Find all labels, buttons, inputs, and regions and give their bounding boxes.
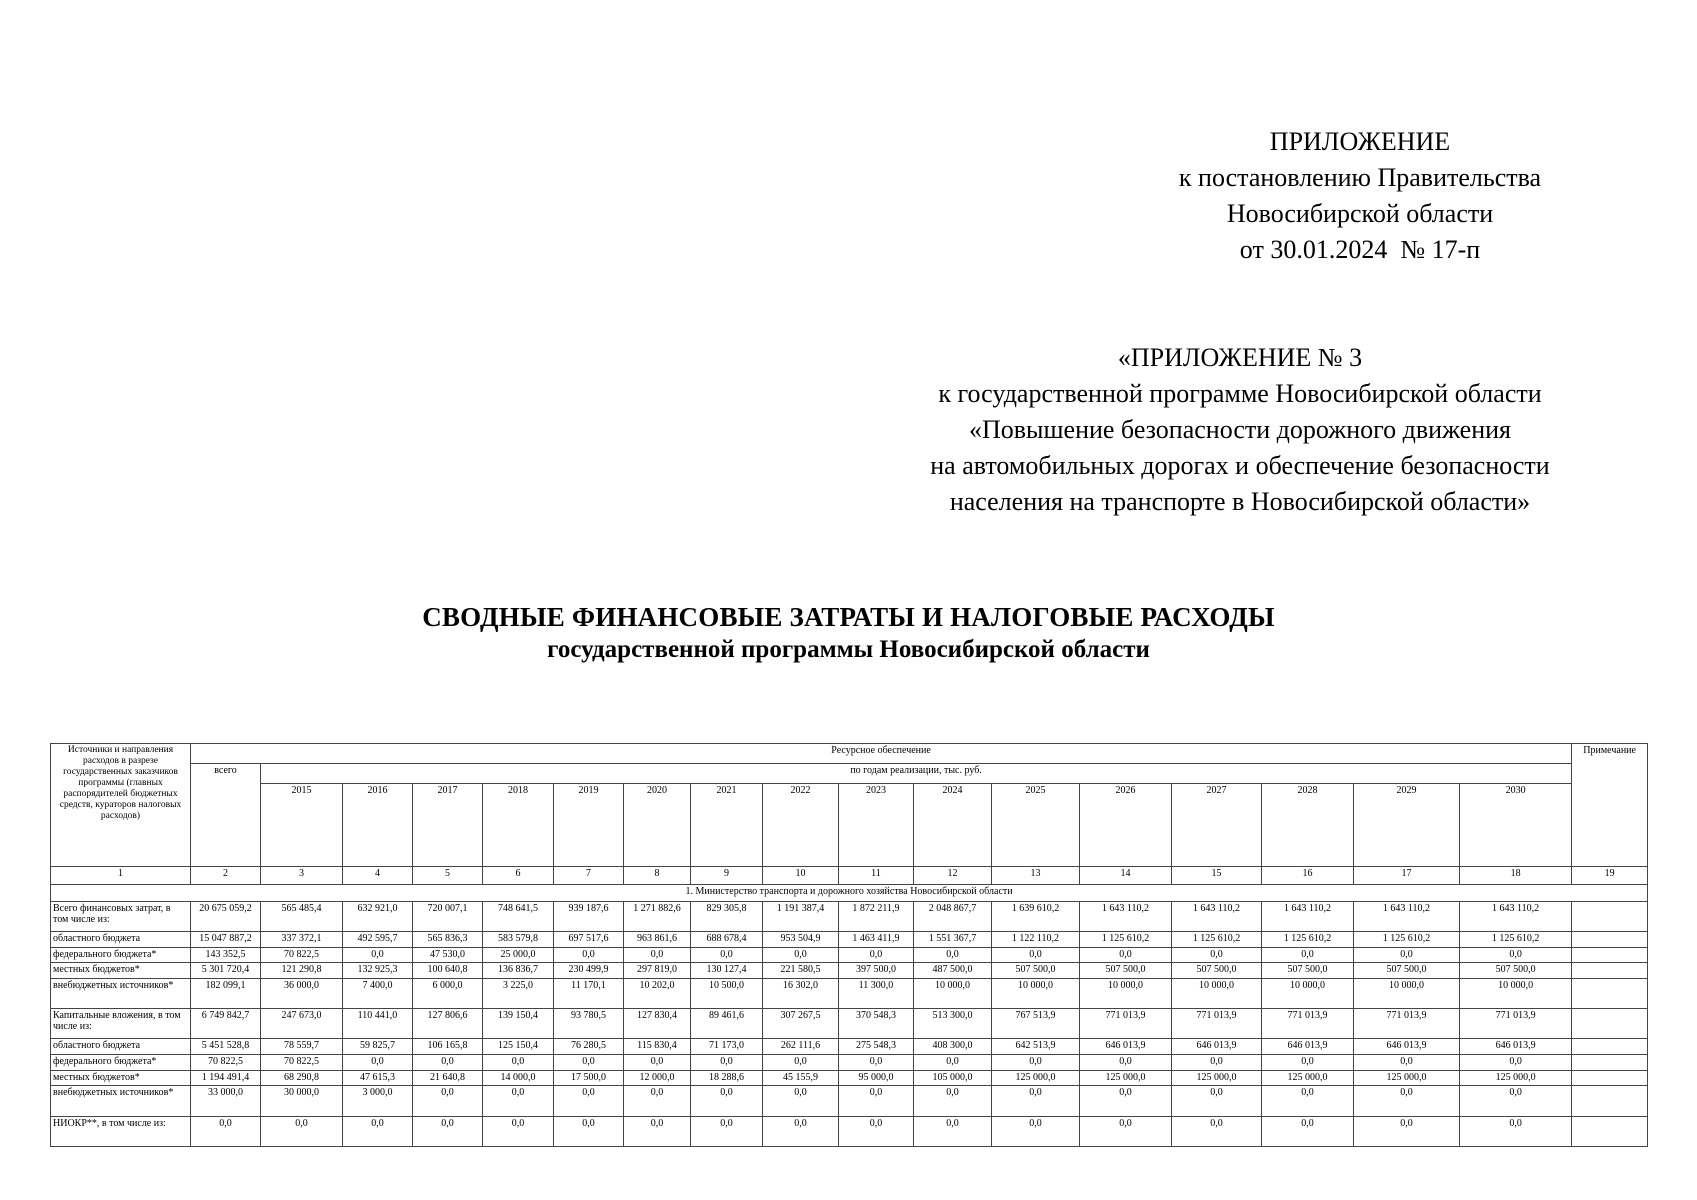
row-value-2025: 767 513,9 — [992, 1009, 1080, 1039]
row-value-2017: 100 640,8 — [413, 963, 483, 979]
row-value-2019: 76 280,5 — [554, 1039, 624, 1055]
row-value-2027: 1 125 610,2 — [1172, 932, 1262, 948]
row-value-2020: 12 000,0 — [624, 1070, 691, 1086]
table-row — [51, 1116, 1648, 1146]
column-number: 17 — [1354, 867, 1460, 885]
row-value-2025: 1 639 610,2 — [992, 901, 1080, 931]
row-value-2023: 1 463 411,9 — [839, 932, 914, 948]
row-label: областного бюджета — [51, 932, 191, 948]
row-value-2030: 0,0 — [1460, 1086, 1572, 1116]
row-value-2026: 0,0 — [1080, 1086, 1172, 1116]
row-value-2024: 0,0 — [914, 1086, 992, 1116]
row-value-2026: 1 125 610,2 — [1080, 932, 1172, 948]
approval-line-3: от 30.01.2024 № 17-п — [1239, 235, 1481, 264]
row-value-2028: 1 643 110,2 — [1262, 901, 1354, 931]
row-note — [1572, 1055, 1648, 1071]
row-value-2016: 632 921,0 — [343, 901, 413, 931]
row-value-2021: 130 127,4 — [691, 963, 763, 979]
row-value-2024: 513 300,0 — [914, 1009, 992, 1039]
table-row — [51, 1055, 1648, 1071]
row-value-2016: 110 441,0 — [343, 1009, 413, 1039]
row-value-2029: 771 013,9 — [1354, 1009, 1460, 1039]
row-value-2020: 0,0 — [624, 947, 691, 963]
row-value-2026: 125 000,0 — [1080, 1070, 1172, 1086]
year-header-2030: 2030 — [1460, 784, 1572, 867]
row-value-2024: 1 551 367,7 — [914, 932, 992, 948]
column-number: 12 — [914, 867, 992, 885]
row-value-2023: 0,0 — [839, 1116, 914, 1146]
row-value-2018: 136 836,7 — [483, 963, 554, 979]
row-value-2027: 1 643 110,2 — [1172, 901, 1262, 931]
year-header-2023: 2023 — [839, 784, 914, 867]
row-value-2016: 0,0 — [343, 1055, 413, 1071]
row-value-2025: 1 122 110,2 — [992, 932, 1080, 948]
row-value-2021: 0,0 — [691, 1086, 763, 1116]
row-value-2021: 0,0 — [691, 947, 763, 963]
row-value-2017: 127 806,6 — [413, 1009, 483, 1039]
header-total: всего — [191, 764, 261, 867]
row-value-2023: 397 500,0 — [839, 963, 914, 979]
row-value-2023: 370 548,3 — [839, 1009, 914, 1039]
row-value-2015: 0,0 — [261, 1116, 343, 1146]
row-total: 15 047 887,2 — [191, 932, 261, 948]
row-value-2030: 1 125 610,2 — [1460, 932, 1572, 948]
row-value-2021: 89 461,6 — [691, 1009, 763, 1039]
row-value-2022: 953 504,9 — [763, 932, 839, 948]
annex-title: «ПРИЛОЖЕНИЕ № 3 — [1117, 343, 1363, 372]
row-value-2030: 1 643 110,2 — [1460, 901, 1572, 931]
row-value-2017: 0,0 — [413, 1116, 483, 1146]
row-label: Всего финансовых затрат, в том числе из: — [51, 901, 191, 931]
year-header-2016: 2016 — [343, 784, 413, 867]
row-value-2027: 0,0 — [1172, 1086, 1262, 1116]
row-value-2018: 139 150,4 — [483, 1009, 554, 1039]
row-total: 20 675 059,2 — [191, 901, 261, 931]
column-number: 18 — [1460, 867, 1572, 885]
column-number: 13 — [992, 867, 1080, 885]
row-value-2029: 10 000,0 — [1354, 979, 1460, 1009]
row-value-2015: 337 372,1 — [261, 932, 343, 948]
row-value-2028: 10 000,0 — [1262, 979, 1354, 1009]
row-value-2029: 0,0 — [1354, 1116, 1460, 1146]
row-value-2023: 0,0 — [839, 1086, 914, 1116]
row-total: 0,0 — [191, 1116, 261, 1146]
row-value-2019: 11 170,1 — [554, 979, 624, 1009]
row-note — [1572, 979, 1648, 1009]
row-value-2022: 0,0 — [763, 1116, 839, 1146]
year-header-2025: 2025 — [992, 784, 1080, 867]
row-value-2025: 125 000,0 — [992, 1070, 1080, 1086]
row-value-2024: 105 000,0 — [914, 1070, 992, 1086]
row-value-2023: 11 300,0 — [839, 979, 914, 1009]
row-value-2020: 10 202,0 — [624, 979, 691, 1009]
year-header-2021: 2021 — [691, 784, 763, 867]
approval-line-2: Новосибирской области — [1226, 199, 1494, 228]
row-label: внебюджетных источников* — [51, 1086, 191, 1116]
header-resources: Ресурсное обеспечение — [191, 744, 1572, 764]
row-value-2030: 0,0 — [1460, 1116, 1572, 1146]
column-number: 11 — [839, 867, 914, 885]
row-value-2020: 0,0 — [624, 1086, 691, 1116]
financial-table — [50, 743, 1648, 1147]
row-value-2026: 1 643 110,2 — [1080, 901, 1172, 931]
row-value-2016: 492 595,7 — [343, 932, 413, 948]
column-number: 4 — [343, 867, 413, 885]
row-value-2023: 0,0 — [839, 1055, 914, 1071]
column-number: 16 — [1262, 867, 1354, 885]
row-value-2028: 1 125 610,2 — [1262, 932, 1354, 948]
heading-line-2: государственной программы Новосибирской области — [547, 636, 1150, 663]
approval-block — [1130, 124, 1590, 268]
row-value-2016: 0,0 — [343, 947, 413, 963]
row-value-2022: 45 155,9 — [763, 1070, 839, 1086]
row-value-2022: 0,0 — [763, 947, 839, 963]
table-row — [51, 979, 1648, 1009]
row-value-2024: 0,0 — [914, 947, 992, 963]
row-value-2018: 25 000,0 — [483, 947, 554, 963]
row-label: федерального бюджета* — [51, 1055, 191, 1071]
year-header-2028: 2028 — [1262, 784, 1354, 867]
table-row — [51, 1009, 1648, 1039]
row-value-2022: 0,0 — [763, 1086, 839, 1116]
row-value-2029: 507 500,0 — [1354, 963, 1460, 979]
row-value-2019: 0,0 — [554, 1055, 624, 1071]
row-total: 182 099,1 — [191, 979, 261, 1009]
row-value-2028: 125 000,0 — [1262, 1070, 1354, 1086]
row-value-2020: 297 819,0 — [624, 963, 691, 979]
row-value-2030: 646 013,9 — [1460, 1039, 1572, 1055]
column-number: 14 — [1080, 867, 1172, 885]
row-value-2027: 507 500,0 — [1172, 963, 1262, 979]
row-value-2021: 829 305,8 — [691, 901, 763, 931]
row-label: Капитальные вложения, в том числе из: — [51, 1009, 191, 1039]
row-value-2028: 0,0 — [1262, 947, 1354, 963]
row-value-2020: 1 271 882,6 — [624, 901, 691, 931]
row-value-2024: 2 048 867,7 — [914, 901, 992, 931]
row-value-2016: 59 825,7 — [343, 1039, 413, 1055]
row-value-2017: 106 165,8 — [413, 1039, 483, 1055]
row-value-2018: 0,0 — [483, 1086, 554, 1116]
row-value-2026: 0,0 — [1080, 1055, 1172, 1071]
row-note — [1572, 1009, 1648, 1039]
row-value-2030: 10 000,0 — [1460, 979, 1572, 1009]
row-note — [1572, 1039, 1648, 1055]
row-value-2018: 583 579,8 — [483, 932, 554, 948]
row-value-2021: 10 500,0 — [691, 979, 763, 1009]
row-value-2015: 565 485,4 — [261, 901, 343, 931]
row-label: внебюджетных источников* — [51, 979, 191, 1009]
row-value-2028: 0,0 — [1262, 1055, 1354, 1071]
row-note — [1572, 901, 1648, 931]
row-value-2016: 47 615,3 — [343, 1070, 413, 1086]
row-value-2026: 0,0 — [1080, 1116, 1172, 1146]
approval-title: ПРИЛОЖЕНИЕ — [1269, 127, 1451, 156]
row-label: местных бюджетов* — [51, 963, 191, 979]
annex-block — [830, 340, 1650, 520]
row-value-2021: 0,0 — [691, 1055, 763, 1071]
row-value-2027: 10 000,0 — [1172, 979, 1262, 1009]
row-value-2025: 507 500,0 — [992, 963, 1080, 979]
row-value-2021: 71 173,0 — [691, 1039, 763, 1055]
row-value-2022: 221 580,5 — [763, 963, 839, 979]
row-value-2026: 10 000,0 — [1080, 979, 1172, 1009]
row-value-2018: 748 641,5 — [483, 901, 554, 931]
row-value-2029: 646 013,9 — [1354, 1039, 1460, 1055]
column-number: 8 — [624, 867, 691, 885]
row-label: НИОКР**, в том числе из: — [51, 1116, 191, 1146]
row-total: 1 194 491,4 — [191, 1070, 261, 1086]
row-value-2019: 230 499,9 — [554, 963, 624, 979]
row-note — [1572, 1070, 1648, 1086]
row-value-2018: 14 000,0 — [483, 1070, 554, 1086]
row-value-2016: 132 925,3 — [343, 963, 413, 979]
row-value-2018: 0,0 — [483, 1055, 554, 1071]
row-value-2017: 0,0 — [413, 1086, 483, 1116]
row-value-2016: 3 000,0 — [343, 1086, 413, 1116]
row-value-2029: 125 000,0 — [1354, 1070, 1460, 1086]
row-value-2022: 1 191 387,4 — [763, 901, 839, 931]
row-value-2027: 0,0 — [1172, 1116, 1262, 1146]
column-number: 1 — [51, 867, 191, 885]
row-value-2030: 771 013,9 — [1460, 1009, 1572, 1039]
row-value-2018: 0,0 — [483, 1116, 554, 1146]
row-value-2017: 47 530,0 — [413, 947, 483, 963]
table-row — [51, 1086, 1648, 1116]
column-number: 3 — [261, 867, 343, 885]
row-value-2028: 0,0 — [1262, 1086, 1354, 1116]
annex-line-1: к государственной программе Новосибирской области — [938, 379, 1542, 408]
row-value-2030: 0,0 — [1460, 947, 1572, 963]
row-value-2026: 507 500,0 — [1080, 963, 1172, 979]
row-label: областного бюджета — [51, 1039, 191, 1055]
row-value-2027: 0,0 — [1172, 1055, 1262, 1071]
annex-line-2: «Повышение безопасности дорожного движения — [968, 415, 1512, 444]
row-value-2021: 0,0 — [691, 1116, 763, 1146]
row-value-2017: 720 007,1 — [413, 901, 483, 931]
row-value-2016: 0,0 — [343, 1116, 413, 1146]
row-value-2022: 0,0 — [763, 1055, 839, 1071]
row-value-2029: 0,0 — [1354, 1055, 1460, 1071]
row-value-2026: 0,0 — [1080, 947, 1172, 963]
approval-line-1: к постановлению Правительства — [1178, 163, 1542, 192]
row-value-2030: 0,0 — [1460, 1055, 1572, 1071]
header-sources: Источники и направления расходов в разрезе государственных заказчиков программы (главных распорядителей бюджетных средств, кураторов налоговых расходов) — [51, 744, 191, 867]
header-note: Примечание — [1572, 744, 1648, 867]
year-header-2027: 2027 — [1172, 784, 1262, 867]
row-value-2029: 0,0 — [1354, 947, 1460, 963]
table-row — [51, 1070, 1648, 1086]
row-value-2020: 0,0 — [624, 1055, 691, 1071]
row-value-2015: 68 290,8 — [261, 1070, 343, 1086]
row-value-2029: 1 125 610,2 — [1354, 932, 1460, 948]
row-value-2015: 36 000,0 — [261, 979, 343, 1009]
year-header-2017: 2017 — [413, 784, 483, 867]
row-total: 5 451 528,8 — [191, 1039, 261, 1055]
row-value-2020: 963 861,6 — [624, 932, 691, 948]
row-note — [1572, 1086, 1648, 1116]
row-value-2024: 408 300,0 — [914, 1039, 992, 1055]
row-value-2022: 307 267,5 — [763, 1009, 839, 1039]
row-value-2021: 688 678,4 — [691, 932, 763, 948]
row-value-2027: 646 013,9 — [1172, 1039, 1262, 1055]
column-number: 10 — [763, 867, 839, 885]
row-value-2022: 16 302,0 — [763, 979, 839, 1009]
row-value-2019: 17 500,0 — [554, 1070, 624, 1086]
row-value-2024: 10 000,0 — [914, 979, 992, 1009]
row-label: федерального бюджета* — [51, 947, 191, 963]
row-note — [1572, 1116, 1648, 1146]
row-value-2028: 0,0 — [1262, 1116, 1354, 1146]
column-number: 19 — [1572, 867, 1648, 885]
document-heading — [0, 600, 1697, 666]
row-total: 143 352,5 — [191, 947, 261, 963]
row-value-2019: 93 780,5 — [554, 1009, 624, 1039]
row-value-2027: 0,0 — [1172, 947, 1262, 963]
year-header-2019: 2019 — [554, 784, 624, 867]
row-value-2020: 0,0 — [624, 1116, 691, 1146]
row-value-2025: 10 000,0 — [992, 979, 1080, 1009]
year-header-2020: 2020 — [624, 784, 691, 867]
table-row — [51, 1039, 1648, 1055]
row-value-2019: 0,0 — [554, 1086, 624, 1116]
header-by-years: по годам реализации, тыс. руб. — [261, 764, 1572, 784]
row-value-2028: 646 013,9 — [1262, 1039, 1354, 1055]
year-header-2018: 2018 — [483, 784, 554, 867]
row-label: местных бюджетов* — [51, 1070, 191, 1086]
row-value-2017: 21 640,8 — [413, 1070, 483, 1086]
year-header-2029: 2029 — [1354, 784, 1460, 867]
row-value-2017: 6 000,0 — [413, 979, 483, 1009]
column-number: 6 — [483, 867, 554, 885]
section-title: 1. Министерство транспорта и дорожного хозяйства Новосибирской области — [51, 885, 1648, 902]
row-note — [1572, 947, 1648, 963]
row-value-2027: 771 013,9 — [1172, 1009, 1262, 1039]
row-total: 70 822,5 — [191, 1055, 261, 1071]
row-value-2024: 0,0 — [914, 1055, 992, 1071]
row-total: 33 000,0 — [191, 1086, 261, 1116]
row-value-2019: 939 187,6 — [554, 901, 624, 931]
table-row — [51, 901, 1648, 931]
row-value-2027: 125 000,0 — [1172, 1070, 1262, 1086]
row-value-2026: 771 013,9 — [1080, 1009, 1172, 1039]
row-value-2016: 7 400,0 — [343, 979, 413, 1009]
row-value-2024: 487 500,0 — [914, 963, 992, 979]
row-value-2023: 1 872 211,9 — [839, 901, 914, 931]
heading-line-1: СВОДНЫЕ ФИНАНСОВЫЕ ЗАТРАТЫ И НАЛОГОВЫЕ РАСХОДЫ — [422, 602, 1275, 632]
row-value-2025: 0,0 — [992, 1116, 1080, 1146]
row-value-2029: 0,0 — [1354, 1086, 1460, 1116]
row-value-2029: 1 643 110,2 — [1354, 901, 1460, 931]
year-header-2024: 2024 — [914, 784, 992, 867]
row-value-2015: 30 000,0 — [261, 1086, 343, 1116]
row-value-2017: 565 836,3 — [413, 932, 483, 948]
table-row — [51, 947, 1648, 963]
column-number: 9 — [691, 867, 763, 885]
row-value-2023: 275 548,3 — [839, 1039, 914, 1055]
row-value-2019: 0,0 — [554, 947, 624, 963]
row-total: 6 749 842,7 — [191, 1009, 261, 1039]
row-total: 5 301 720,4 — [191, 963, 261, 979]
row-note — [1572, 932, 1648, 948]
row-value-2025: 0,0 — [992, 947, 1080, 963]
row-value-2017: 0,0 — [413, 1055, 483, 1071]
annex-line-4: населения на транспорте в Новосибирской области» — [949, 487, 1531, 516]
row-value-2021: 18 288,6 — [691, 1070, 763, 1086]
column-number: 7 — [554, 867, 624, 885]
row-value-2028: 507 500,0 — [1262, 963, 1354, 979]
row-value-2023: 0,0 — [839, 947, 914, 963]
year-header-2015: 2015 — [261, 784, 343, 867]
row-value-2015: 70 822,5 — [261, 947, 343, 963]
row-value-2022: 262 111,6 — [763, 1039, 839, 1055]
row-value-2019: 0,0 — [554, 1116, 624, 1146]
row-value-2023: 95 000,0 — [839, 1070, 914, 1086]
row-value-2019: 697 517,6 — [554, 932, 624, 948]
row-value-2026: 646 013,9 — [1080, 1039, 1172, 1055]
row-value-2025: 0,0 — [992, 1086, 1080, 1116]
row-value-2015: 70 822,5 — [261, 1055, 343, 1071]
row-value-2024: 0,0 — [914, 1116, 992, 1146]
row-value-2015: 78 559,7 — [261, 1039, 343, 1055]
column-number: 2 — [191, 867, 261, 885]
row-value-2018: 3 225,0 — [483, 979, 554, 1009]
table-row — [51, 963, 1648, 979]
table-row — [51, 932, 1648, 948]
row-value-2025: 642 513,9 — [992, 1039, 1080, 1055]
row-value-2028: 771 013,9 — [1262, 1009, 1354, 1039]
row-note — [1572, 963, 1648, 979]
row-value-2015: 121 290,8 — [261, 963, 343, 979]
row-value-2020: 115 830,4 — [624, 1039, 691, 1055]
row-value-2025: 0,0 — [992, 1055, 1080, 1071]
annex-line-3: на автомобильных дорогах и обеспечение безопасности — [930, 451, 1550, 480]
column-number: 15 — [1172, 867, 1262, 885]
year-header-2022: 2022 — [763, 784, 839, 867]
row-value-2030: 125 000,0 — [1460, 1070, 1572, 1086]
column-number: 5 — [413, 867, 483, 885]
row-value-2018: 125 150,4 — [483, 1039, 554, 1055]
year-header-2026: 2026 — [1080, 784, 1172, 867]
row-value-2030: 507 500,0 — [1460, 963, 1572, 979]
row-value-2015: 247 673,0 — [261, 1009, 343, 1039]
row-value-2020: 127 830,4 — [624, 1009, 691, 1039]
